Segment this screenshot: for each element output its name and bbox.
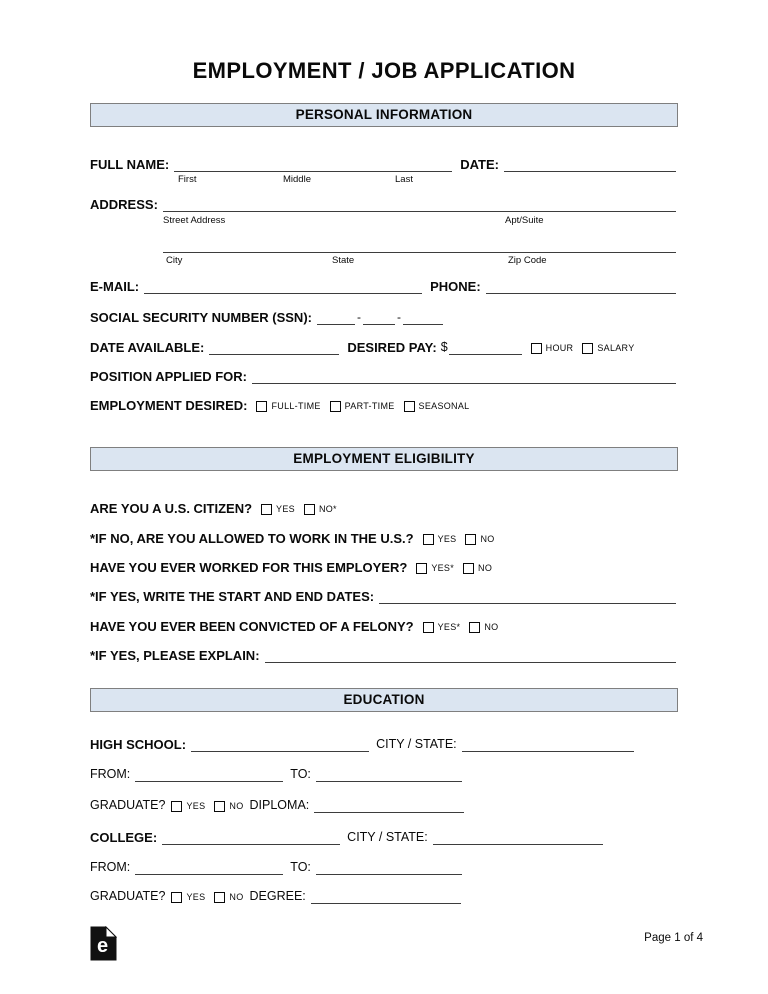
hour-checkbox[interactable] xyxy=(531,343,542,354)
high-school-row xyxy=(90,737,676,752)
felony-yes-label: YES* xyxy=(437,622,461,632)
allowed-to-work-question: *IF NO, ARE YOU ALLOWED TO WORK IN THE U.S.? xyxy=(90,531,414,546)
street-address-sublabel: Street Address xyxy=(163,215,226,226)
felony-question: HAVE YOU EVER BEEN CONVICTED OF A FELONY? xyxy=(90,619,414,634)
state-sublabel: State xyxy=(332,255,355,266)
full-time-option-label: FULL-TIME xyxy=(271,401,321,411)
city-state-zip-input-line[interactable] xyxy=(163,238,676,253)
part-time-option-label: PART-TIME xyxy=(344,401,395,411)
us-citizen-yes-label: YES xyxy=(276,504,295,514)
section-header-personal-information xyxy=(90,103,678,127)
position-input-line[interactable] xyxy=(252,369,676,384)
section-heading-text: PERSONAL INFORMATION xyxy=(295,107,473,122)
first-name-sublabel: First xyxy=(178,174,197,185)
start-end-dates-input-line[interactable] xyxy=(379,589,676,604)
college-city-state-label: CITY / STATE: xyxy=(347,830,428,844)
last-name-sublabel: Last xyxy=(395,174,413,185)
hs-to-label: TO: xyxy=(290,767,311,781)
logo-letter: e xyxy=(96,935,109,957)
college-from-input-line[interactable] xyxy=(135,860,283,875)
college-dates-row xyxy=(90,860,676,875)
position-row xyxy=(90,369,676,384)
employment-desired-label: EMPLOYMENT DESIRED: xyxy=(90,398,248,413)
page-title: EMPLOYMENT / JOB APPLICATION xyxy=(192,58,576,83)
section-heading-text: EDUCATION xyxy=(343,692,425,707)
ssn-part3-input-line[interactable] xyxy=(403,310,443,325)
felony-no-checkbox[interactable] xyxy=(469,622,480,633)
full-name-label: FULL NAME: xyxy=(90,157,170,172)
felony-explain-input-line[interactable] xyxy=(265,648,676,663)
seasonal-checkbox[interactable] xyxy=(404,401,415,412)
email-input-line[interactable] xyxy=(144,279,422,294)
salary-checkbox[interactable] xyxy=(582,343,593,354)
hs-graduate-label: GRADUATE? xyxy=(90,798,166,812)
hs-from-label: FROM: xyxy=(90,767,131,781)
zip-code-sublabel: Zip Code xyxy=(508,255,547,266)
college-to-input-line[interactable] xyxy=(316,860,462,875)
college-graduate-yes-checkbox[interactable] xyxy=(171,892,182,903)
hs-city-state-label: CITY / STATE: xyxy=(376,737,457,751)
seasonal-option-label: SEASONAL xyxy=(418,401,470,411)
high-school-label: HIGH SCHOOL: xyxy=(90,737,187,752)
full-name-input-line[interactable] xyxy=(174,157,452,172)
apt-suite-sublabel: Apt/Suite xyxy=(505,215,544,226)
us-citizen-no-label: NO* xyxy=(318,504,337,514)
salary-option-label: SALARY xyxy=(597,343,635,353)
middle-name-sublabel: Middle xyxy=(283,174,311,185)
allowed-to-work-yes-label: YES xyxy=(437,534,457,544)
address-line2-row xyxy=(90,238,676,253)
section-heading-text: EMPLOYMENT ELIGIBILITY xyxy=(293,451,475,466)
currency-symbol: $ xyxy=(440,340,448,354)
us-citizen-no-checkbox[interactable] xyxy=(304,504,315,515)
worked-for-employer-no-checkbox[interactable] xyxy=(463,563,474,574)
street-address-input-line[interactable] xyxy=(163,197,676,212)
felony-explain-label: *IF YES, PLEASE EXPLAIN: xyxy=(90,648,260,663)
date-available-pay-row xyxy=(90,340,676,355)
college-graduate-label: GRADUATE? xyxy=(90,889,166,903)
college-label: COLLEGE: xyxy=(90,830,158,845)
felony-question-row xyxy=(90,619,676,634)
eforms-logo-icon xyxy=(90,926,117,961)
desired-pay-label: DESIRED PAY: xyxy=(347,340,437,355)
ssn-dash2: - xyxy=(396,310,401,324)
college-city-state-input-line[interactable] xyxy=(433,830,603,845)
worked-for-employer-question-row xyxy=(90,560,676,575)
section-header-employment-eligibility xyxy=(90,447,678,471)
college-graduate-no-label: NO xyxy=(229,892,244,902)
worked-for-employer-yes-label: YES* xyxy=(431,563,455,573)
college-graduate-row xyxy=(90,889,676,904)
college-row xyxy=(90,830,676,845)
phone-label: PHONE: xyxy=(430,279,481,294)
hs-graduate-yes-checkbox[interactable] xyxy=(171,801,182,812)
date-input-line[interactable] xyxy=(504,157,676,172)
phone-input-line[interactable] xyxy=(486,279,676,294)
address-label: ADDRESS: xyxy=(90,197,158,212)
college-to-label: TO: xyxy=(290,860,311,874)
email-phone-row xyxy=(90,279,676,294)
hs-city-state-input-line[interactable] xyxy=(462,737,634,752)
hs-graduate-no-checkbox[interactable] xyxy=(214,801,225,812)
high-school-dates-row xyxy=(90,767,676,782)
us-citizen-yes-checkbox[interactable] xyxy=(261,504,272,515)
start-end-dates-row xyxy=(90,589,676,604)
college-graduate-no-checkbox[interactable] xyxy=(214,892,225,903)
worked-for-employer-question: HAVE YOU EVER WORKED FOR THIS EMPLOYER? xyxy=(90,560,408,575)
college-input-line[interactable] xyxy=(162,830,340,845)
full-time-checkbox[interactable] xyxy=(256,401,267,412)
city-sublabel: City xyxy=(166,255,183,266)
worked-for-employer-yes-checkbox[interactable] xyxy=(416,563,427,574)
employment-desired-row xyxy=(90,398,676,413)
hs-from-input-line[interactable] xyxy=(135,767,283,782)
ssn-part2-input-line[interactable] xyxy=(363,310,395,325)
ssn-label: SOCIAL SECURITY NUMBER (SSN): xyxy=(90,310,312,325)
diploma-label: DIPLOMA: xyxy=(249,798,310,812)
hour-option-label: HOUR xyxy=(545,343,574,353)
start-end-dates-label: *IF YES, WRITE THE START AND END DATES: xyxy=(90,589,375,604)
ssn-row xyxy=(90,310,676,325)
worked-for-employer-no-label: NO xyxy=(478,563,493,573)
us-citizen-question-row xyxy=(90,501,676,516)
hs-to-input-line[interactable] xyxy=(316,767,462,782)
date-available-label: DATE AVAILABLE: xyxy=(90,340,205,355)
part-time-checkbox[interactable] xyxy=(330,401,341,412)
degree-input-line[interactable] xyxy=(311,889,461,904)
email-label: E-MAIL: xyxy=(90,279,140,294)
date-available-input-line[interactable] xyxy=(209,340,339,355)
degree-label: DEGREE: xyxy=(249,889,306,903)
us-citizen-question: ARE YOU A U.S. CITIZEN? xyxy=(90,501,253,516)
address-row xyxy=(90,197,676,212)
felony-explain-row xyxy=(90,648,676,663)
college-from-label: FROM: xyxy=(90,860,131,874)
felony-no-label: NO xyxy=(484,622,499,632)
college-graduate-yes-label: YES xyxy=(186,892,206,902)
allowed-to-work-no-label: NO xyxy=(480,534,495,544)
position-applied-label: POSITION APPLIED FOR: xyxy=(90,369,247,384)
page-indicator: Page 1 of 4 xyxy=(644,932,703,944)
allowed-to-work-yes-checkbox[interactable] xyxy=(423,534,434,545)
hs-graduate-yes-label: YES xyxy=(186,801,206,811)
allowed-to-work-question-row xyxy=(90,531,676,546)
high-school-input-line[interactable] xyxy=(191,737,369,752)
hs-graduate-no-label: NO xyxy=(229,801,244,811)
section-header-education xyxy=(90,688,678,712)
ssn-dash1: - xyxy=(356,310,361,324)
high-school-graduate-row xyxy=(90,798,676,813)
allowed-to-work-no-checkbox[interactable] xyxy=(465,534,476,545)
date-label: DATE: xyxy=(460,157,499,172)
diploma-input-line[interactable] xyxy=(314,798,464,813)
full-name-row xyxy=(90,157,676,172)
felony-yes-checkbox[interactable] xyxy=(423,622,434,633)
ssn-part1-input-line[interactable] xyxy=(317,310,355,325)
desired-pay-input-line[interactable] xyxy=(449,340,522,355)
